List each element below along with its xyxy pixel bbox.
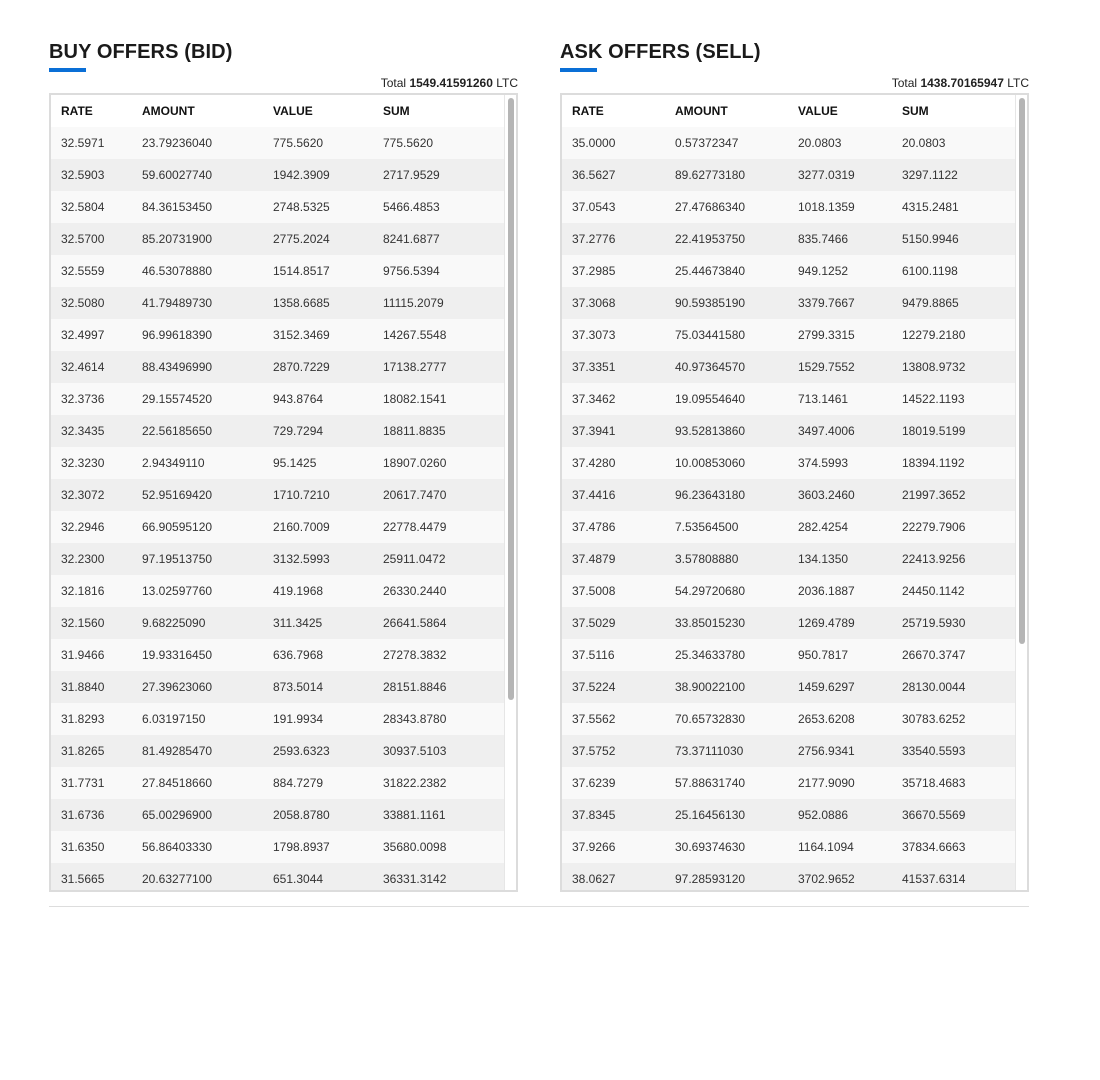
table-row[interactable]	[51, 863, 504, 890]
rate-cell: 31.8840	[61, 680, 105, 694]
rate-cell: 37.3068	[572, 296, 616, 310]
table-row[interactable]	[51, 351, 504, 383]
rate-cell: 32.5700	[61, 232, 105, 246]
ask-offers-rows	[562, 127, 1015, 890]
rate-cell: 37.0543	[572, 200, 616, 214]
rate-cell: 37.4879	[572, 552, 616, 566]
ask-offers-scrollbar[interactable]	[1015, 95, 1027, 890]
rate-cell: 37.3351	[572, 360, 616, 374]
value-cell: 2177.9090	[798, 776, 855, 790]
amount-cell: 6.03197150	[142, 712, 206, 726]
ask-offers-panel	[560, 40, 1029, 892]
sum-cell: 30937.5103	[383, 744, 447, 758]
table-row[interactable]	[562, 351, 1015, 383]
rate-cell: 31.6736	[61, 808, 105, 822]
rate-cell: 37.5116	[572, 648, 615, 662]
sum-cell: 18811.8835	[383, 424, 446, 438]
sum-cell: 9479.8865	[902, 296, 959, 310]
amount-cell: 88.43496990	[142, 360, 213, 374]
table-row[interactable]	[562, 479, 1015, 511]
amount-cell: 22.41953750	[675, 232, 746, 246]
section-divider	[49, 906, 1029, 907]
amount-cell: 85.20731900	[142, 232, 213, 246]
amount-cell: 73.37111030	[675, 744, 744, 758]
amount-cell: 97.19513750	[142, 552, 213, 566]
table-row[interactable]	[562, 127, 1015, 159]
value-cell: 2775.2024	[273, 232, 330, 246]
buy-offers-scrollbar[interactable]	[504, 95, 516, 890]
rate-cell: 32.3736	[61, 392, 105, 406]
rate-cell: 35.0000	[572, 136, 616, 150]
rate-cell: 37.5562	[572, 712, 616, 726]
amount-cell: 90.59385190	[675, 296, 746, 310]
table-row[interactable]	[51, 447, 504, 479]
sum-cell: 36670.5569	[902, 808, 966, 822]
value-cell: 949.1252	[798, 264, 849, 278]
column-header-amount: AMOUNT	[675, 104, 728, 118]
amount-cell: 19.93316450	[142, 648, 213, 662]
table-row[interactable]	[51, 671, 504, 703]
table-row[interactable]	[51, 191, 504, 223]
sum-cell: 18082.1541	[383, 392, 447, 406]
sum-cell: 36331.3142	[383, 872, 447, 886]
rate-cell: 37.5224	[572, 680, 616, 694]
table-row[interactable]	[562, 575, 1015, 607]
rate-cell: 37.4416	[572, 488, 616, 502]
buy-total-label: Total	[380, 76, 407, 90]
column-header-value: VALUE	[273, 104, 313, 118]
table-row[interactable]	[562, 511, 1015, 543]
amount-cell: 40.97364570	[675, 360, 746, 374]
amount-cell: 66.90595120	[142, 520, 213, 534]
column-header-amount: AMOUNT	[142, 104, 195, 118]
value-cell: 2799.3315	[798, 328, 855, 342]
value-cell: 2058.8780	[273, 808, 330, 822]
value-cell: 1529.7552	[798, 360, 855, 374]
sum-cell: 41537.6314	[902, 872, 966, 886]
value-cell: 2160.7009	[273, 520, 330, 534]
table-row[interactable]	[562, 255, 1015, 287]
table-row[interactable]	[562, 447, 1015, 479]
amount-cell: 46.53078880	[142, 264, 213, 278]
value-cell: 775.5620	[273, 136, 324, 150]
amount-cell: 2.94349110	[142, 456, 205, 470]
table-row[interactable]	[562, 191, 1015, 223]
rate-cell: 31.6350	[61, 840, 105, 854]
amount-cell: 38.90022100	[675, 680, 746, 694]
ask-offers-title: ASK OFFERS (SELL)	[560, 41, 761, 63]
sum-cell: 4315.2481	[902, 200, 959, 214]
amount-cell: 27.39623060	[142, 680, 213, 694]
amount-cell: 75.03441580	[675, 328, 746, 342]
sum-cell: 22279.7906	[902, 520, 966, 534]
amount-cell: 70.65732830	[675, 712, 746, 726]
value-cell: 1459.6297	[798, 680, 855, 694]
rate-cell: 38.0627	[572, 872, 616, 886]
column-header-value: VALUE	[798, 104, 838, 118]
sum-cell: 31822.2382	[383, 776, 447, 790]
sum-cell: 18019.5199	[902, 424, 966, 438]
value-cell: 713.1461	[798, 392, 849, 406]
ask-total-unit: LTC	[1007, 76, 1029, 90]
table-row[interactable]	[51, 127, 504, 159]
column-header-sum: SUM	[383, 104, 410, 118]
value-cell: 134.1350	[798, 552, 849, 566]
rate-cell: 31.7731	[61, 776, 105, 790]
table-row[interactable]	[562, 671, 1015, 703]
buy-offers-title-underline	[49, 68, 86, 72]
rate-cell: 31.5665	[61, 872, 105, 886]
amount-cell: 0.57372347	[675, 136, 739, 150]
ask-total-value: 1438.70165947	[920, 76, 1004, 90]
sum-cell: 28343.8780	[383, 712, 447, 726]
value-cell: 3603.2460	[798, 488, 855, 502]
value-cell: 1018.1359	[798, 200, 855, 214]
amount-cell: 30.69374630	[675, 840, 746, 854]
amount-cell: 10.00853060	[675, 456, 746, 470]
rate-cell: 32.1560	[61, 616, 105, 630]
sum-cell: 26330.2440	[383, 584, 447, 598]
table-row[interactable]	[562, 863, 1015, 890]
sum-cell: 6100.1198	[902, 264, 958, 278]
sum-cell: 775.5620	[383, 136, 434, 150]
sum-cell: 17138.2777	[383, 360, 447, 374]
rate-cell: 36.5627	[572, 168, 616, 182]
amount-cell: 84.36153450	[142, 200, 213, 214]
table-row[interactable]	[51, 575, 504, 607]
sum-cell: 25911.0472	[383, 552, 446, 566]
value-cell: 3152.3469	[273, 328, 330, 342]
sum-cell: 20617.7470	[383, 488, 447, 502]
amount-cell: 25.44673840	[675, 264, 746, 278]
table-row[interactable]	[51, 607, 504, 639]
table-row[interactable]	[562, 319, 1015, 351]
sum-cell: 8241.6877	[383, 232, 440, 246]
amount-cell: 96.23643180	[675, 488, 746, 502]
buy-offers-rows	[51, 127, 504, 890]
rate-cell: 32.2946	[61, 520, 105, 534]
value-cell: 2870.7229	[273, 360, 330, 374]
rate-cell: 32.3230	[61, 456, 105, 470]
table-row[interactable]	[51, 287, 504, 319]
column-header-sum: SUM	[902, 104, 929, 118]
rate-cell: 37.2776	[572, 232, 616, 246]
value-cell: 3277.0319	[798, 168, 855, 182]
table-row[interactable]	[562, 735, 1015, 767]
sum-cell: 26670.3747	[902, 648, 966, 662]
table-row[interactable]	[562, 415, 1015, 447]
sum-cell: 26641.5864	[383, 616, 447, 630]
sum-cell: 2717.9529	[383, 168, 440, 182]
table-row[interactable]	[51, 639, 504, 671]
sum-cell: 5150.9946	[902, 232, 959, 246]
sum-cell: 33881.1161	[383, 808, 446, 822]
sum-cell: 12279.2180	[902, 328, 966, 342]
rate-cell: 32.1816	[61, 584, 105, 598]
value-cell: 191.9934	[273, 712, 324, 726]
buy-offers-header-row	[51, 95, 504, 127]
table-row[interactable]	[51, 479, 504, 511]
rate-cell: 32.5971	[61, 136, 105, 150]
amount-cell: 3.57808880	[675, 552, 739, 566]
amount-cell: 96.99618390	[142, 328, 213, 342]
sum-cell: 3297.1122	[902, 168, 958, 182]
table-row[interactable]	[562, 223, 1015, 255]
rate-cell: 32.2300	[61, 552, 105, 566]
rate-cell: 32.4614	[61, 360, 105, 374]
amount-cell: 22.56185650	[142, 424, 213, 438]
value-cell: 884.7279	[273, 776, 324, 790]
amount-cell: 9.68225090	[142, 616, 206, 630]
sum-cell: 21997.3652	[902, 488, 966, 502]
buy-offers-panel	[49, 40, 518, 892]
amount-cell: 56.86403330	[142, 840, 213, 854]
table-row[interactable]	[51, 703, 504, 735]
value-cell: 729.7294	[273, 424, 324, 438]
amount-cell: 27.47686340	[675, 200, 746, 214]
sum-cell: 30783.6252	[902, 712, 966, 726]
amount-cell: 29.15574520	[142, 392, 213, 406]
sum-cell: 27278.3832	[383, 648, 447, 662]
ask-offers-header-row	[562, 95, 1015, 127]
table-row[interactable]	[51, 543, 504, 575]
ask-offers-total	[560, 76, 1029, 90]
table-row[interactable]	[51, 735, 504, 767]
table-row[interactable]	[51, 831, 504, 863]
amount-cell: 7.53564500	[675, 520, 739, 534]
sum-cell: 37834.6663	[902, 840, 966, 854]
ask-offers-table-body[interactable]	[562, 95, 1015, 890]
amount-cell: 57.88631740	[675, 776, 746, 790]
table-row[interactable]	[51, 511, 504, 543]
rate-cell: 32.5559	[61, 264, 105, 278]
amount-cell: 41.79489730	[142, 296, 213, 310]
amount-cell: 93.52813860	[675, 424, 746, 438]
table-row[interactable]	[51, 159, 504, 191]
amount-cell: 59.60027740	[142, 168, 213, 182]
rate-cell: 37.6239	[572, 776, 616, 790]
table-row[interactable]	[51, 383, 504, 415]
rate-cell: 37.9266	[572, 840, 616, 854]
value-cell: 419.1968	[273, 584, 324, 598]
sum-cell: 35680.0098	[383, 840, 447, 854]
rate-cell: 37.2985	[572, 264, 616, 278]
buy-total-value: 1549.41591260	[409, 76, 493, 90]
value-cell: 1164.1094	[798, 840, 854, 854]
value-cell: 835.7466	[798, 232, 849, 246]
table-row[interactable]	[562, 639, 1015, 671]
sum-cell: 9756.5394	[383, 264, 440, 278]
amount-cell: 52.95169420	[142, 488, 213, 502]
rate-cell: 32.5903	[61, 168, 105, 182]
buy-offers-table-body[interactable]	[51, 95, 504, 890]
rate-cell: 37.3941	[572, 424, 616, 438]
value-cell: 943.8764	[273, 392, 324, 406]
rate-cell: 37.5029	[572, 616, 616, 630]
sum-cell: 25719.5930	[902, 616, 966, 630]
value-cell: 374.5993	[798, 456, 849, 470]
value-cell: 950.7817	[798, 648, 849, 662]
table-row[interactable]	[562, 287, 1015, 319]
value-cell: 1358.6685	[273, 296, 330, 310]
rate-cell: 31.9466	[61, 648, 105, 662]
rate-cell: 32.3072	[61, 488, 105, 502]
value-cell: 952.0886	[798, 808, 849, 822]
amount-cell: 20.63277100	[142, 872, 213, 886]
sum-cell: 22778.4479	[383, 520, 447, 534]
buy-offers-total	[49, 76, 518, 90]
rate-cell: 37.3462	[572, 392, 616, 406]
table-row[interactable]	[562, 383, 1015, 415]
amount-cell: 89.62773180	[675, 168, 746, 182]
rate-cell: 32.5080	[61, 296, 105, 310]
rate-cell: 37.5752	[572, 744, 616, 758]
table-row[interactable]	[51, 255, 504, 287]
sum-cell: 28151.8846	[383, 680, 447, 694]
amount-cell: 19.09554640	[675, 392, 746, 406]
value-cell: 95.1425	[273, 456, 317, 470]
sum-cell: 13808.9732	[902, 360, 966, 374]
amount-cell: 27.84518660	[142, 776, 213, 790]
amount-cell: 23.79236040	[142, 136, 213, 150]
buy-offers-scrollbar-thumb[interactable]	[508, 98, 514, 700]
ask-offers-title-underline	[560, 68, 597, 72]
buy-offers-title: BUY OFFERS (BID)	[49, 41, 233, 63]
ask-total-label: Total	[891, 76, 918, 90]
rate-cell: 31.8265	[61, 744, 105, 758]
buy-total-unit: LTC	[496, 76, 518, 90]
value-cell: 2653.6208	[798, 712, 855, 726]
rate-cell: 32.4997	[61, 328, 105, 342]
value-cell: 2748.5325	[273, 200, 330, 214]
value-cell: 1942.3909	[273, 168, 330, 182]
column-header-rate: RATE	[61, 104, 93, 118]
rate-cell: 37.5008	[572, 584, 616, 598]
value-cell: 2036.1887	[798, 584, 855, 598]
table-row[interactable]	[562, 159, 1015, 191]
amount-cell: 25.16456130	[675, 808, 746, 822]
value-cell: 282.4254	[798, 520, 849, 534]
table-row[interactable]	[51, 319, 504, 351]
value-cell: 1798.8937	[273, 840, 330, 854]
amount-cell: 97.28593120	[675, 872, 746, 886]
table-row[interactable]	[51, 223, 504, 255]
amount-cell: 81.49285470	[142, 744, 213, 758]
rate-cell: 32.5804	[61, 200, 105, 214]
amount-cell: 13.02597760	[142, 584, 213, 598]
value-cell: 311.3425	[273, 616, 323, 630]
sum-cell: 5466.4853	[383, 200, 440, 214]
amount-cell: 33.85015230	[675, 616, 746, 630]
value-cell: 651.3044	[273, 872, 324, 886]
value-cell: 3132.5993	[273, 552, 330, 566]
sum-cell: 18394.1192	[902, 456, 965, 470]
value-cell: 1710.7210	[273, 488, 330, 502]
rate-cell: 37.3073	[572, 328, 616, 342]
table-row[interactable]	[51, 415, 504, 447]
table-row[interactable]	[51, 799, 504, 831]
amount-cell: 25.34633780	[675, 648, 746, 662]
table-row[interactable]	[562, 767, 1015, 799]
amount-cell: 54.29720680	[675, 584, 746, 598]
sum-cell: 18907.0260	[383, 456, 447, 470]
sum-cell: 35718.4683	[902, 776, 966, 790]
column-header-rate: RATE	[572, 104, 604, 118]
sum-cell: 33540.5593	[902, 744, 966, 758]
value-cell: 20.0803	[798, 136, 842, 150]
sum-cell: 20.0803	[902, 136, 946, 150]
rate-cell: 37.4786	[572, 520, 616, 534]
rate-cell: 31.8293	[61, 712, 105, 726]
sum-cell: 28130.0044	[902, 680, 966, 694]
ask-offers-table	[560, 93, 1029, 892]
sum-cell: 14522.1193	[902, 392, 965, 406]
sum-cell: 11115.2079	[383, 296, 444, 310]
value-cell: 3702.9652	[798, 872, 855, 886]
rate-cell: 32.3435	[61, 424, 105, 438]
value-cell: 2756.9341	[798, 744, 855, 758]
value-cell: 3497.4006	[798, 424, 855, 438]
amount-cell: 65.00296900	[142, 808, 213, 822]
value-cell: 3379.7667	[798, 296, 855, 310]
table-row[interactable]	[51, 767, 504, 799]
value-cell: 1514.8517	[273, 264, 330, 278]
ask-offers-scrollbar-thumb[interactable]	[1019, 98, 1025, 644]
table-row[interactable]	[562, 703, 1015, 735]
table-row[interactable]	[562, 799, 1015, 831]
sum-cell: 14267.5548	[383, 328, 447, 342]
value-cell: 873.5014	[273, 680, 324, 694]
value-cell: 2593.6323	[273, 744, 330, 758]
table-row[interactable]	[562, 831, 1015, 863]
value-cell: 1269.4789	[798, 616, 855, 630]
buy-offers-table	[49, 93, 518, 892]
rate-cell: 37.8345	[572, 808, 616, 822]
value-cell: 636.7968	[273, 648, 324, 662]
table-row[interactable]	[562, 607, 1015, 639]
rate-cell: 37.4280	[572, 456, 616, 470]
sum-cell: 24450.1142	[902, 584, 965, 598]
sum-cell: 22413.9256	[902, 552, 966, 566]
table-row[interactable]	[562, 543, 1015, 575]
